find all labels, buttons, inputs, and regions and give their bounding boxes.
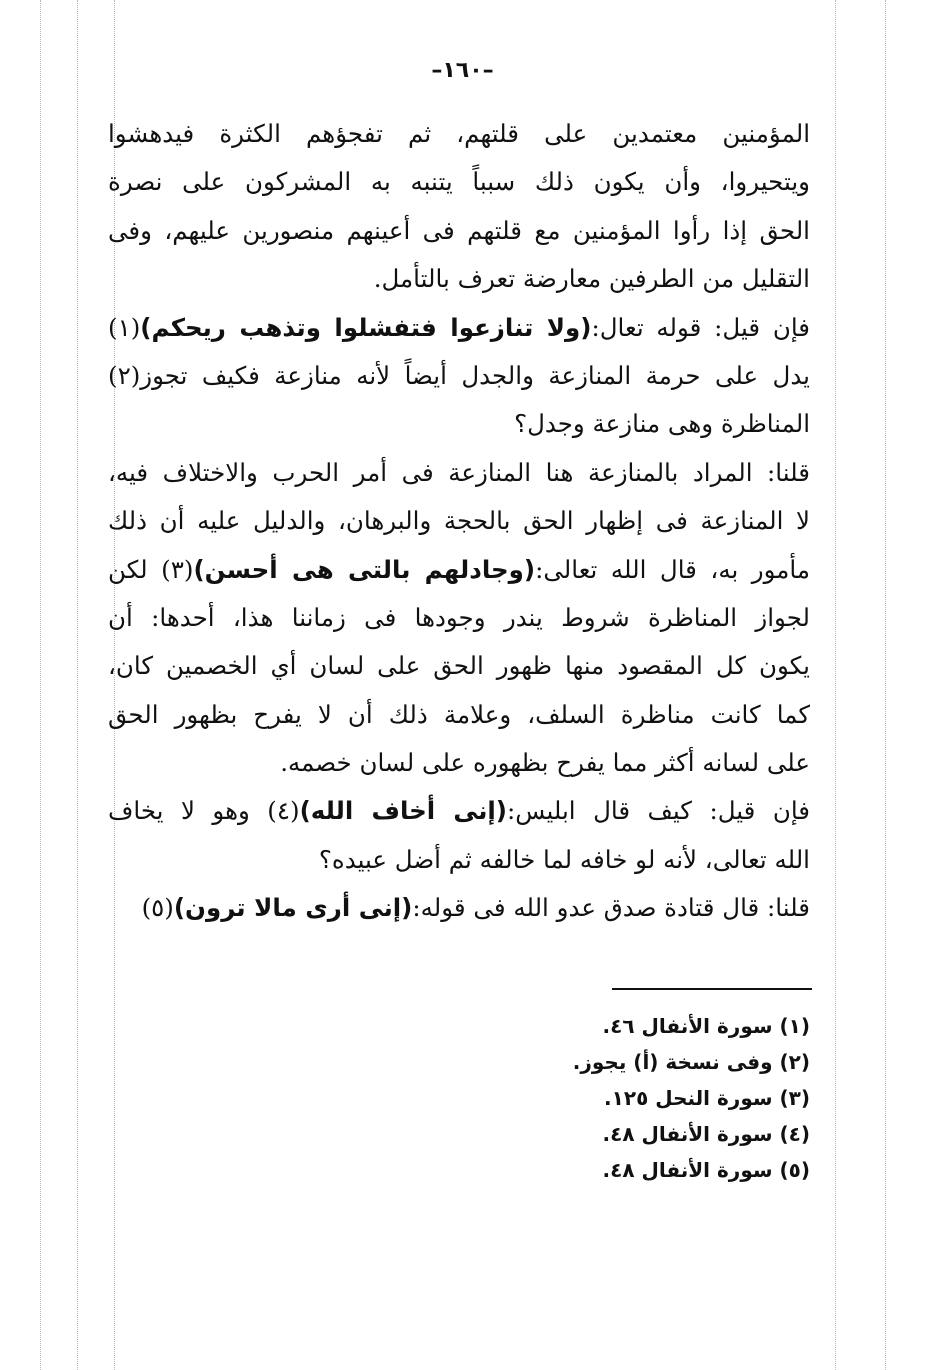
- text-line: [108, 739, 810, 787]
- quran-quote: (إنى أرى مالا ترون): [173, 893, 413, 923]
- text-segment: يدل على حرمة المنازعة والجدل أيضاً لأنه منازعة فكيف تجوز(٢): [108, 360, 810, 390]
- text-segment: (١): [108, 312, 141, 342]
- text-segment: لا المنازعة فى إظهار الحق بالحجة والبرهان، والدليل عليه أن ذلك: [108, 506, 810, 536]
- text-segment: قلنا: المراد بالمنازعة هنا المنازعة فى أمر الحرب والاختلاف فيه،: [108, 457, 810, 487]
- footnotes: [450, 1008, 810, 1188]
- text-line: [108, 304, 810, 352]
- text-line: [108, 158, 810, 206]
- text-line: [108, 110, 810, 158]
- text-segment: على لسانه أكثر مما يفرح بظهوره على لسان خصمه.: [280, 748, 810, 778]
- footnote: (٣) سورة النحل ١٢٥.: [604, 1086, 810, 1110]
- text-segment: (٣) لكن: [108, 554, 194, 584]
- text-segment: الله تعالى، لأنه لو خافه لما خالفه ثم أضل عبيده؟: [318, 844, 810, 874]
- quran-quote: (ولا تنازعوا فتفشلوا وتذهب ريحكم): [140, 312, 592, 342]
- text-line: [108, 642, 810, 690]
- quran-quote: (إنى أخاف الله): [299, 796, 507, 826]
- text-line: [108, 497, 810, 545]
- body-text: [108, 110, 810, 933]
- text-line: [108, 207, 810, 255]
- text-segment: التقليل من الطرفين معارضة تعرف بالتأمل.: [373, 264, 810, 294]
- text-line: [108, 400, 810, 448]
- text-segment: الحق إذا رأوا المؤمنين مع قلتهم فى أعينهم منصورين عليهم، وفى: [108, 215, 810, 245]
- footnote: (١) سورة الأنفال ٤٦.: [602, 1014, 810, 1038]
- text-segment: المؤمنين معتمدين على قلتهم، ثم تفجؤهم الكثرة فيدهشوا: [108, 119, 810, 148]
- text-segment: فإن قيل: كيف قال ابليس:: [507, 796, 810, 826]
- text-line: [108, 352, 810, 400]
- quran-quote: (وجادلهم بالتى هى أحسن): [193, 554, 536, 584]
- text-line: [108, 546, 810, 594]
- footnote: (٢) وفى نسخة (أ) يجوز.: [572, 1050, 810, 1074]
- text-line: [108, 449, 810, 497]
- text-segment: ويتحيروا، وأن يكون ذلك سبباً يتنبه به المشركون على نصرة: [108, 167, 810, 197]
- text-segment: المناظرة وهى منازعة وجدل؟: [514, 409, 810, 439]
- text-segment: فإن قيل: قوله تعال:: [591, 312, 810, 342]
- text-line: [108, 594, 810, 642]
- scan-noise-line: [77, 0, 78, 1370]
- footnote: (٥) سورة الأنفال ٤٨.: [602, 1158, 810, 1182]
- scan-noise-line: [835, 0, 836, 1370]
- text-line: [108, 884, 810, 932]
- text-segment: (٥): [141, 893, 174, 923]
- text-line: [108, 787, 810, 835]
- footnote: (٤) سورة الأنفال ٤٨.: [602, 1122, 810, 1146]
- footnote-separator: [612, 988, 812, 990]
- scan-noise-line: [40, 0, 41, 1370]
- text-line: [108, 836, 810, 884]
- page-number: –١٦٠–: [431, 58, 494, 83]
- text-segment: كما كانت مناظرة السلف، وعلامة ذلك أن لا يفرح بظهور الحق: [108, 699, 810, 729]
- text-segment: يكون كل المقصود منها ظهور الحق على لسان أي الخصمين كان،: [108, 651, 810, 681]
- text-segment: مأمور به، قال الله تعالى:: [535, 554, 810, 584]
- text-line: [108, 691, 810, 739]
- text-segment: لجواز المناظرة شروط يندر وجودها فى زماننا هذا، أحدها: أن: [108, 602, 810, 632]
- text-segment: قلنا: قال قتادة صدق عدو الله فى قوله:: [412, 893, 810, 923]
- text-line: [108, 255, 810, 303]
- scan-noise-line: [885, 0, 886, 1370]
- text-segment: (٤) وهو لا يخاف: [108, 796, 300, 826]
